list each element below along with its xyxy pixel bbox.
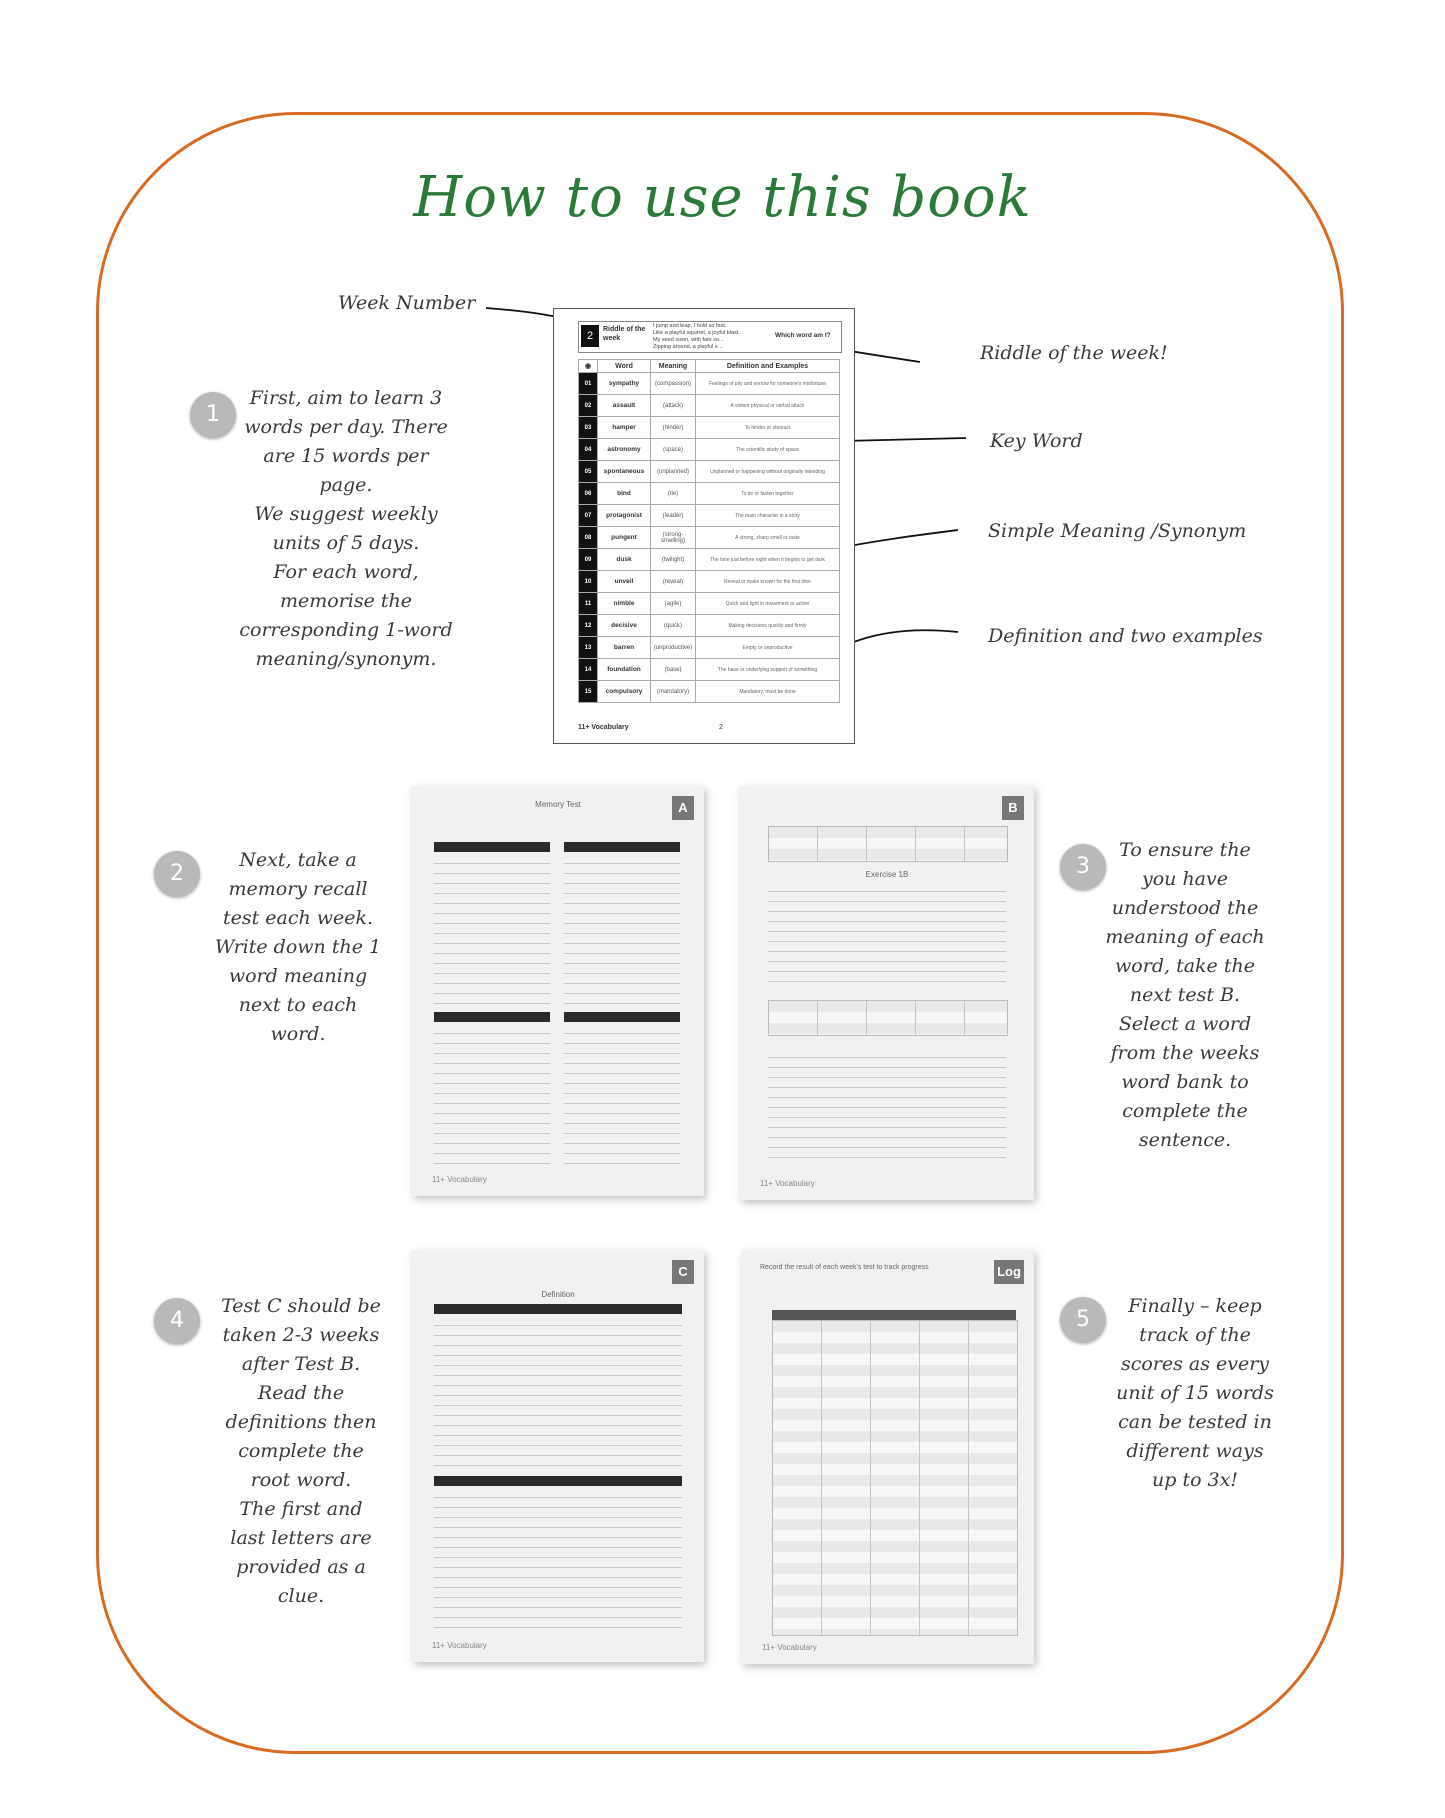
- row-meaning: (unproductive): [651, 637, 696, 659]
- log-title: Record the result of each week's test to track progress: [760, 1264, 929, 1271]
- table-row: [579, 395, 840, 417]
- table-row: [579, 659, 840, 681]
- row-definition: A strong, sharp smell or taste: [696, 527, 840, 549]
- row-definition: The time just before night when it begins to get dark: [696, 549, 840, 571]
- test-b-page-photo: [740, 786, 1034, 1200]
- table-row: [579, 483, 840, 505]
- sample-page-number: 2: [719, 724, 723, 731]
- row-number: 11: [579, 593, 598, 615]
- test-b-title: Exercise 1B: [865, 870, 909, 879]
- step-5-text: Finally – keep track of the scores as every unit of 15 words can be tested in different ways up to 3x!: [1116, 1295, 1274, 1491]
- table-header-word: Word: [598, 360, 651, 373]
- step-1-circle: 1: [190, 392, 236, 438]
- row-number: 15: [579, 681, 598, 703]
- step-2-circle: 2: [154, 851, 200, 897]
- test-a-title: Memory Test: [535, 800, 581, 809]
- row-number: 08: [579, 527, 598, 549]
- row-word: unveil: [598, 571, 651, 593]
- riddle-label: Riddle of the week: [603, 326, 646, 342]
- table-header-definition: Definition and Examples: [696, 360, 840, 373]
- row-meaning: (hinder): [651, 417, 696, 439]
- row-number: 10: [579, 571, 598, 593]
- sample-footer: 11+ Vocabulary: [578, 724, 629, 731]
- row-word: nimble: [598, 593, 651, 615]
- row-word: compulsory: [598, 681, 651, 703]
- test-c-title: Definition: [541, 1290, 575, 1299]
- row-meaning: (twilight): [651, 549, 696, 571]
- table-row: [579, 461, 840, 483]
- row-word: foundation: [598, 659, 651, 681]
- row-word: dusk: [598, 549, 651, 571]
- step-2-text: Next, take a memory recall test each week. Write down the 1 word meaning next to each word.: [214, 849, 382, 1045]
- row-word: hamper: [598, 417, 651, 439]
- which-word-label: Which word am I?: [775, 332, 831, 339]
- row-meaning: (space): [651, 439, 696, 461]
- row-meaning: (base): [651, 659, 696, 681]
- row-definition: The base or underlying support of something: [696, 659, 840, 681]
- table-row: [579, 417, 840, 439]
- row-definition: The scientific study of space: [696, 439, 840, 461]
- row-number: 09: [579, 549, 598, 571]
- row-meaning: (compassion): [651, 373, 696, 395]
- row-word: sympathy: [598, 373, 651, 395]
- test-c-page-photo: [412, 1250, 704, 1662]
- row-definition: Unplanned or happening without originally intending: [696, 461, 840, 483]
- table-row: [579, 571, 840, 593]
- row-definition: To tie or fasten together: [696, 483, 840, 505]
- riddle-header: [578, 321, 842, 353]
- callout-key-word: Key Word: [990, 430, 1083, 452]
- row-word: astronomy: [598, 439, 651, 461]
- row-number: 12: [579, 615, 598, 637]
- test-c-tab: C: [672, 1260, 694, 1284]
- step-1-text: First, aim to learn 3 words per day. There are 15 words per page. We suggest weekly units of 5 days. For each word, memorise the corresponding 1-word meaning/synonym.: [239, 387, 453, 670]
- row-meaning: (quick): [651, 615, 696, 637]
- callout-definition: Definition and two examples: [988, 625, 1263, 647]
- row-word: spontaneous: [598, 461, 651, 483]
- row-word: pungent: [598, 527, 651, 549]
- row-definition: Mandatory, must be done: [696, 681, 840, 703]
- row-number: 07: [579, 505, 598, 527]
- row-definition: Empty or unproductive: [696, 637, 840, 659]
- table-row: [579, 681, 840, 703]
- row-definition: Reveal or make known for the first time: [696, 571, 840, 593]
- log-page-photo: [742, 1250, 1034, 1664]
- week-number-badge: 2: [581, 325, 599, 347]
- row-word: barren: [598, 637, 651, 659]
- row-number: 03: [579, 417, 598, 439]
- step-3-circle: 3: [1060, 844, 1106, 890]
- row-word: bind: [598, 483, 651, 505]
- row-word: protagonist: [598, 505, 651, 527]
- row-number: 13: [579, 637, 598, 659]
- table-header-meaning: Meaning: [651, 360, 696, 373]
- row-definition: Feelings of pity and sorrow for someone's misfortune: [696, 373, 840, 395]
- row-number: 06: [579, 483, 598, 505]
- row-definition: The main character in a story: [696, 505, 840, 527]
- test-a-tab: A: [672, 796, 694, 820]
- sample-vocabulary-page: [553, 308, 855, 744]
- row-meaning: (leader): [651, 505, 696, 527]
- row-meaning: (unplanned): [651, 461, 696, 483]
- step-4-circle: 4: [154, 1298, 200, 1344]
- log-footer: 11+ Vocabulary: [762, 1643, 817, 1652]
- row-definition: A violent physical or verbal attack: [696, 395, 840, 417]
- row-word: assault: [598, 395, 651, 417]
- row-number: 02: [579, 395, 598, 417]
- callout-simple-meaning: Simple Meaning /Synonym: [988, 520, 1247, 542]
- row-word: decisive: [598, 615, 651, 637]
- row-definition: To hinder or obstruct: [696, 417, 840, 439]
- callout-riddle: Riddle of the week!: [980, 342, 1168, 364]
- row-definition: Making decisions quickly and firmly: [696, 615, 840, 637]
- table-row: [579, 615, 840, 637]
- row-meaning: (reveal): [651, 571, 696, 593]
- test-b-footer: 11+ Vocabulary: [760, 1179, 815, 1188]
- table-row: [579, 439, 840, 461]
- page-title: How to use this book: [413, 165, 1032, 230]
- row-meaning: (agile): [651, 593, 696, 615]
- table-row: [579, 505, 840, 527]
- table-header-icon: ◉: [579, 360, 598, 373]
- table-row: [579, 593, 840, 615]
- row-number: 01: [579, 373, 598, 395]
- test-c-footer: 11+ Vocabulary: [432, 1641, 487, 1650]
- row-number: 14: [579, 659, 598, 681]
- row-meaning: (attack): [651, 395, 696, 417]
- row-number: 04: [579, 439, 598, 461]
- table-row: [579, 373, 840, 395]
- table-row: [579, 527, 840, 549]
- word-table: [578, 359, 840, 703]
- test-a-footer: 11+ Vocabulary: [432, 1175, 487, 1184]
- row-meaning: (strong-smelling): [651, 527, 696, 549]
- callout-week-number: Week Number: [338, 292, 476, 314]
- row-meaning: (mandatory): [651, 681, 696, 703]
- step-5-circle: 5: [1060, 1297, 1106, 1343]
- row-meaning: (tie): [651, 483, 696, 505]
- test-b-tab: B: [1002, 796, 1024, 820]
- step-4-text: Test C should be taken 2-3 weeks after Test B. Read the definitions then complete the root word. The first and last letters are provided as a clue.: [221, 1295, 381, 1607]
- step-3-text: To ensure the you have understood the meaning of each word, take the next test B. Select a word from the weeks word bank to complete the sentence.: [1105, 839, 1265, 1151]
- row-number: 05: [579, 461, 598, 483]
- riddle-text: I jump and leap, I hold so fast. Like a playful squirrel, a joyful blast. My seed sown, with fate so... Zipping around, a playful e...: [653, 323, 740, 350]
- table-row: [579, 637, 840, 659]
- table-row: [579, 549, 840, 571]
- test-a-page-photo: [412, 786, 704, 1196]
- log-tab: Log: [994, 1260, 1024, 1284]
- row-definition: Quick and light in movement or action: [696, 593, 840, 615]
